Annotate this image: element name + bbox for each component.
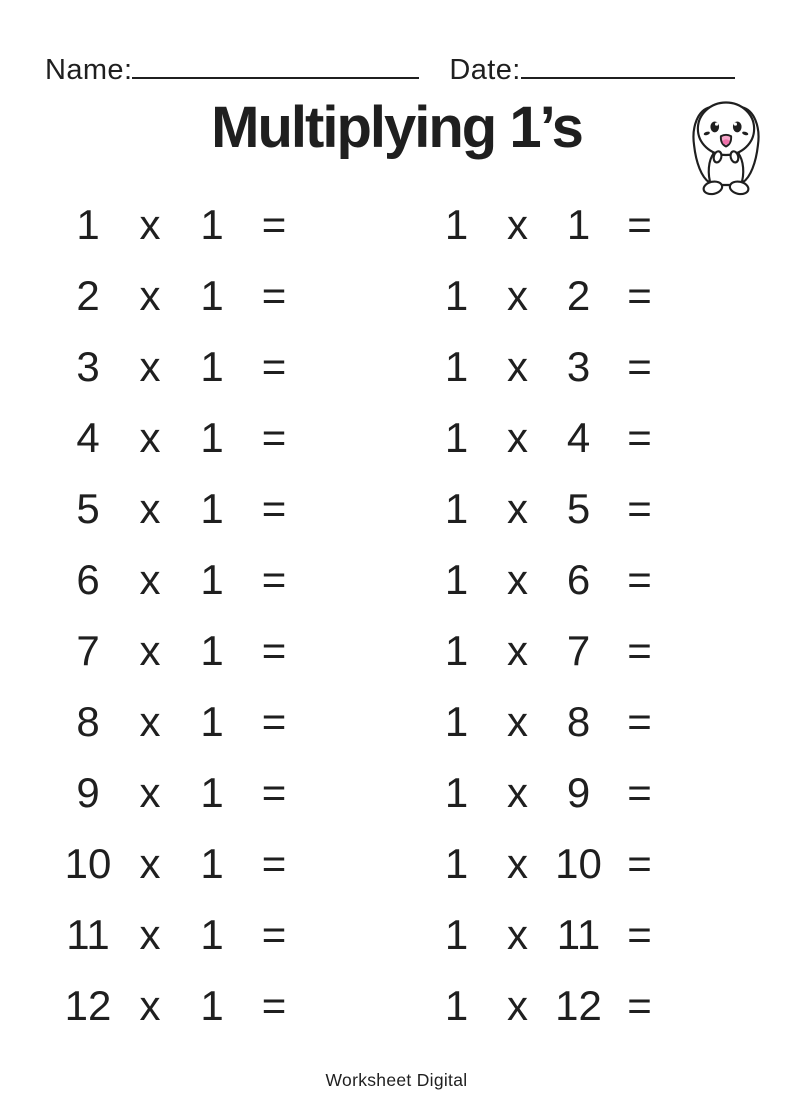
times-sign: x — [507, 484, 528, 532]
times-sign: x — [139, 413, 161, 461]
multiplicand: 8 — [76, 697, 100, 745]
multiplier: 1 — [200, 626, 224, 674]
times-sign: x — [507, 626, 528, 674]
name-date-row — [45, 54, 735, 87]
multiplier: 1 — [200, 555, 224, 603]
name-blank-line — [132, 77, 419, 79]
multiplicand: 5 — [76, 484, 100, 532]
multiplier: 3 — [566, 342, 591, 390]
bunny-foot-right — [729, 180, 750, 196]
times-sign: x — [507, 200, 528, 248]
problem-row — [426, 402, 670, 473]
equals-sign: = — [627, 413, 652, 461]
times-sign: x — [139, 200, 161, 248]
multiplicand: 1 — [444, 271, 469, 319]
multiplicand: 3 — [76, 342, 100, 390]
multiplicand: 1 — [444, 768, 469, 816]
date-blank-line — [521, 77, 735, 79]
problem-row — [57, 331, 305, 402]
problem-row — [426, 615, 670, 686]
multiplicand: 10 — [64, 839, 112, 887]
problem-row — [57, 686, 305, 757]
bunny-tongue — [723, 139, 730, 144]
multiplier: 1 — [200, 910, 224, 958]
times-sign: x — [139, 484, 161, 532]
equals-sign: = — [627, 626, 652, 674]
equals-sign: = — [261, 910, 287, 958]
problem-row — [426, 473, 670, 544]
problem-row — [57, 189, 305, 260]
problem-row — [426, 899, 670, 970]
times-sign: x — [139, 839, 161, 887]
multiplicand: 1 — [444, 697, 469, 745]
problem-row — [57, 970, 305, 1041]
multiplier: 1 — [200, 768, 224, 816]
bunny-eye-left-highlight — [715, 122, 718, 125]
times-sign: x — [139, 697, 161, 745]
equals-sign: = — [627, 484, 652, 532]
bunny-foot-left — [702, 180, 723, 196]
equals-sign: = — [261, 413, 287, 461]
multiplier: 1 — [200, 413, 224, 461]
equals-sign: = — [627, 555, 652, 603]
equals-sign: = — [261, 555, 287, 603]
multiplier: 5 — [566, 484, 591, 532]
equals-sign: = — [261, 342, 287, 390]
times-sign: x — [507, 768, 528, 816]
times-sign: x — [139, 342, 161, 390]
problem-row — [57, 544, 305, 615]
multiplier: 1 — [566, 200, 591, 248]
times-sign: x — [507, 697, 528, 745]
problem-row — [57, 828, 305, 899]
footer-brand: Worksheet Digital — [325, 1070, 468, 1090]
problem-row — [426, 331, 670, 402]
multiplicand: 1 — [444, 200, 469, 248]
times-sign: x — [139, 768, 161, 816]
multiplier: 1 — [200, 271, 224, 319]
multiplier: 1 — [200, 981, 224, 1029]
multiplicand: 12 — [64, 981, 112, 1029]
times-sign: x — [507, 555, 528, 603]
problem-row — [426, 260, 670, 331]
multiplier: 1 — [200, 697, 224, 745]
problem-row — [57, 615, 305, 686]
multiplicand: 1 — [444, 413, 469, 461]
problem-row — [57, 899, 305, 970]
multiplicand: 1 — [444, 484, 469, 532]
multiplicand: 1 — [444, 342, 469, 390]
equals-sign: = — [627, 342, 652, 390]
equals-sign: = — [261, 839, 287, 887]
multiplier: 9 — [566, 768, 591, 816]
problem-row — [57, 260, 305, 331]
equals-sign: = — [627, 768, 652, 816]
multiplier: 8 — [566, 697, 591, 745]
multiplicand: 1 — [444, 839, 469, 887]
multiplier: 1 — [200, 484, 224, 532]
equals-sign: = — [261, 271, 287, 319]
times-sign: x — [139, 271, 161, 319]
times-sign: x — [139, 555, 161, 603]
name-label: Name: — [45, 54, 133, 86]
multiplier: 11 — [556, 910, 601, 958]
multiplier: 4 — [566, 413, 591, 461]
equals-sign: = — [627, 981, 652, 1029]
multiplicand: 7 — [76, 626, 100, 674]
times-sign: x — [507, 981, 528, 1029]
equals-sign: = — [261, 484, 287, 532]
times-sign: x — [139, 981, 161, 1029]
equals-sign: = — [261, 626, 287, 674]
times-sign: x — [507, 342, 528, 390]
multiplier: 1 — [200, 200, 224, 248]
problem-row — [57, 402, 305, 473]
multiplicand: 9 — [76, 768, 100, 816]
times-sign: x — [507, 413, 528, 461]
problem-row — [426, 757, 670, 828]
equals-sign: = — [261, 981, 287, 1029]
times-sign: x — [507, 839, 528, 887]
times-sign: x — [139, 626, 161, 674]
problem-row — [57, 757, 305, 828]
multiplier: 1 — [200, 342, 224, 390]
bunny-mascot-icon — [679, 95, 773, 200]
equals-sign: = — [261, 697, 287, 745]
problem-row — [426, 686, 670, 757]
problem-row — [426, 544, 670, 615]
equals-sign: = — [261, 768, 287, 816]
times-sign: x — [139, 910, 161, 958]
bunny-eye-right-highlight — [734, 122, 737, 125]
equals-sign: = — [627, 910, 652, 958]
multiplicand: 4 — [76, 413, 100, 461]
problem-row — [57, 473, 305, 544]
multiplier: 1 — [200, 839, 224, 887]
multiplier: 7 — [566, 626, 591, 674]
date-label: Date: — [449, 54, 521, 86]
multiplicand: 1 — [444, 981, 469, 1029]
problems-column-right — [426, 189, 670, 1041]
multiplicand: 1 — [444, 910, 469, 958]
multiplier: 2 — [566, 271, 591, 319]
problem-row — [426, 970, 670, 1041]
multiplier: 10 — [555, 839, 602, 887]
page-title: Multiplying 1’s — [211, 95, 582, 160]
problem-row — [426, 828, 670, 899]
times-sign: x — [507, 910, 528, 958]
equals-sign: = — [627, 271, 652, 319]
equals-sign: = — [627, 839, 652, 887]
equals-sign: = — [261, 200, 287, 248]
multiplicand: 6 — [76, 555, 100, 603]
problem-row — [426, 189, 670, 260]
problems-column-left — [57, 189, 305, 1041]
multiplicand: 1 — [444, 555, 469, 603]
multiplicand: 1 — [76, 200, 100, 248]
times-sign: x — [507, 271, 528, 319]
multiplicand: 11 — [66, 910, 110, 958]
multiplicand: 2 — [76, 271, 100, 319]
multiplicand: 1 — [444, 626, 469, 674]
equals-sign: = — [627, 697, 652, 745]
equals-sign: = — [627, 200, 652, 248]
multiplier: 6 — [566, 555, 591, 603]
multiplier: 12 — [555, 981, 602, 1029]
